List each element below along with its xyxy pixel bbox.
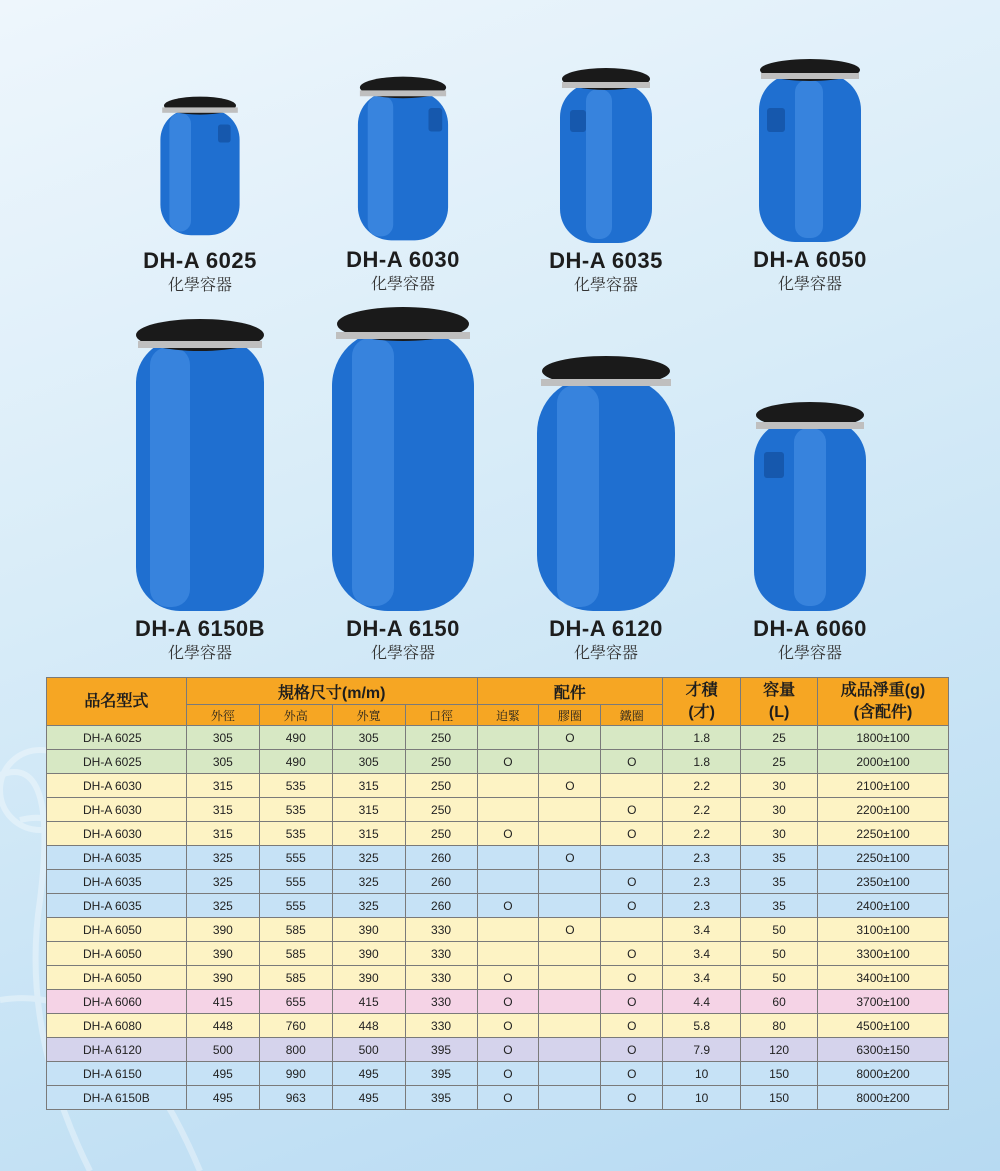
drum-image	[533, 355, 679, 613]
cell-outer-diameter: 500	[186, 1038, 259, 1062]
cell-outer-height: 555	[259, 846, 332, 870]
cell-outer-width: 305	[332, 726, 405, 750]
product-card	[90, 317, 310, 663]
cell-outer-width: 305	[332, 750, 405, 774]
cell-gasket	[477, 942, 539, 966]
cell-outer-height: 760	[259, 1014, 332, 1038]
cell-gasket	[477, 870, 539, 894]
cell-rubber-ring	[539, 1062, 601, 1086]
header-gasket: 迫緊	[477, 705, 539, 726]
product-model: DH-A 6030	[346, 247, 460, 272]
cell-volume: 2.2	[663, 822, 741, 846]
cell-iron-ring	[601, 846, 663, 870]
cell-model: DH-A 6030	[47, 798, 187, 822]
cell-iron-ring: O	[601, 798, 663, 822]
cell-outer-width: 415	[332, 990, 405, 1014]
cell-mouth-diameter: 330	[405, 1014, 477, 1038]
header-weight	[818, 678, 949, 726]
drum-image	[354, 72, 452, 244]
table-row	[47, 1062, 949, 1086]
cell-outer-height: 555	[259, 870, 332, 894]
spec-table	[46, 677, 949, 1110]
cell-iron-ring: O	[601, 990, 663, 1014]
cell-model: DH-A 6050	[47, 966, 187, 990]
cell-mouth-diameter: 260	[405, 894, 477, 918]
cell-weight: 2100±100	[818, 774, 949, 798]
product-subtitle: 化學容器	[777, 643, 842, 662]
header-volume-line2: (才)	[688, 703, 715, 721]
cell-weight: 3400±100	[818, 966, 949, 990]
cell-rubber-ring	[539, 822, 601, 846]
cell-capacity: 35	[741, 870, 818, 894]
cell-outer-width: 325	[332, 846, 405, 870]
product-subtitle: 化學容器	[777, 274, 842, 293]
cell-model: DH-A 6030	[47, 774, 187, 798]
cell-weight: 3700±100	[818, 990, 949, 1014]
cell-outer-width: 448	[332, 1014, 405, 1038]
header-size-group: 規格尺寸(m/m)	[186, 678, 477, 705]
cell-outer-height: 535	[259, 774, 332, 798]
cell-rubber-ring: O	[539, 774, 601, 798]
cell-mouth-diameter: 260	[405, 846, 477, 870]
product-model: DH-A 6060	[753, 616, 867, 641]
cell-capacity: 150	[741, 1062, 818, 1086]
header-outer-diameter: 外徑	[186, 705, 259, 726]
product-subtitle: 化學容器	[370, 643, 435, 662]
cell-outer-width: 325	[332, 894, 405, 918]
product-card	[496, 355, 716, 663]
cell-outer-height: 535	[259, 822, 332, 846]
product-model: DH-A 6150B	[134, 616, 266, 641]
cell-outer-diameter: 415	[186, 990, 259, 1014]
table-row	[47, 870, 949, 894]
cell-mouth-diameter: 330	[405, 990, 477, 1014]
cell-gasket: O	[477, 750, 539, 774]
cell-weight: 2000±100	[818, 750, 949, 774]
cell-gasket	[477, 846, 539, 870]
cell-outer-diameter: 325	[186, 894, 259, 918]
cell-weight: 2250±100	[818, 822, 949, 846]
cell-outer-diameter: 495	[186, 1086, 259, 1110]
header-outer-width: 外寬	[332, 705, 405, 726]
cell-outer-height: 585	[259, 966, 332, 990]
cell-outer-height: 490	[259, 750, 332, 774]
cell-weight: 3100±100	[818, 918, 949, 942]
cell-outer-diameter: 315	[186, 798, 259, 822]
cell-weight: 8000±200	[818, 1086, 949, 1110]
cell-outer-height: 800	[259, 1038, 332, 1062]
cell-outer-width: 390	[332, 966, 405, 990]
table-row	[47, 942, 949, 966]
cell-volume: 2.3	[663, 894, 741, 918]
cell-outer-height: 490	[259, 726, 332, 750]
cell-rubber-ring	[539, 942, 601, 966]
header-rubber-ring: 膠圈	[539, 705, 601, 726]
cell-rubber-ring: O	[539, 726, 601, 750]
cell-iron-ring: O	[601, 822, 663, 846]
cell-capacity: 150	[741, 1086, 818, 1110]
product-model: DH-A 6050	[753, 247, 867, 272]
cell-capacity: 120	[741, 1038, 818, 1062]
cell-weight: 1800±100	[818, 726, 949, 750]
cell-capacity: 80	[741, 1014, 818, 1038]
cell-rubber-ring	[539, 1086, 601, 1110]
cell-model: DH-A 6025	[47, 750, 187, 774]
cell-gasket: O	[477, 1062, 539, 1086]
cell-mouth-diameter: 330	[405, 942, 477, 966]
cell-mouth-diameter: 395	[405, 1038, 477, 1062]
cell-weight: 3300±100	[818, 942, 949, 966]
cell-gasket: O	[477, 822, 539, 846]
cell-model: DH-A 6150B	[47, 1086, 187, 1110]
header-outer-height: 外高	[259, 705, 332, 726]
cell-outer-height: 535	[259, 798, 332, 822]
cell-mouth-diameter: 330	[405, 918, 477, 942]
product-subtitle: 化學容器	[167, 275, 232, 294]
cell-gasket: O	[477, 1014, 539, 1038]
cell-outer-width: 390	[332, 942, 405, 966]
cell-volume: 4.4	[663, 990, 741, 1014]
cell-volume: 3.4	[663, 942, 741, 966]
drum-image	[556, 65, 656, 245]
cell-outer-width: 495	[332, 1062, 405, 1086]
cell-weight: 2200±100	[818, 798, 949, 822]
cell-model: DH-A 6150	[47, 1062, 187, 1086]
table-row	[47, 846, 949, 870]
cell-weight: 4500±100	[818, 1014, 949, 1038]
product-subtitle: 化學容器	[167, 643, 232, 662]
cell-iron-ring	[601, 726, 663, 750]
cell-rubber-ring	[539, 750, 601, 774]
cell-gasket	[477, 798, 539, 822]
product-subtitle: 化學容器	[573, 275, 638, 294]
table-row	[47, 990, 949, 1014]
drum-image	[328, 306, 478, 613]
cell-weight: 8000±200	[818, 1062, 949, 1086]
drum-image	[155, 85, 245, 245]
cell-iron-ring: O	[601, 870, 663, 894]
product-card	[293, 72, 513, 294]
cell-gasket	[477, 918, 539, 942]
cell-outer-height: 555	[259, 894, 332, 918]
product-subtitle: 化學容器	[573, 643, 638, 662]
cell-iron-ring: O	[601, 1086, 663, 1110]
table-body	[47, 726, 949, 1110]
cell-model: DH-A 6035	[47, 870, 187, 894]
cell-volume: 1.8	[663, 750, 741, 774]
drum-image	[130, 317, 270, 613]
cell-mouth-diameter: 260	[405, 870, 477, 894]
product-card	[293, 306, 513, 663]
cell-iron-ring	[601, 774, 663, 798]
cell-mouth-diameter: 250	[405, 726, 477, 750]
header-capacity-line2: (L)	[768, 703, 790, 721]
cell-iron-ring: O	[601, 750, 663, 774]
cell-volume: 3.4	[663, 918, 741, 942]
cell-volume: 2.2	[663, 774, 741, 798]
cell-outer-width: 315	[332, 774, 405, 798]
cell-mouth-diameter: 395	[405, 1062, 477, 1086]
cell-iron-ring: O	[601, 942, 663, 966]
cell-rubber-ring	[539, 1014, 601, 1038]
cell-volume: 3.4	[663, 966, 741, 990]
header-parts-group: 配件	[477, 678, 663, 705]
table-row	[47, 918, 949, 942]
cell-rubber-ring	[539, 1038, 601, 1062]
cell-model: DH-A 6025	[47, 726, 187, 750]
cell-volume: 1.8	[663, 726, 741, 750]
cell-outer-diameter: 325	[186, 870, 259, 894]
cell-outer-diameter: 325	[186, 846, 259, 870]
cell-outer-diameter: 315	[186, 774, 259, 798]
table-row	[47, 1014, 949, 1038]
cell-capacity: 35	[741, 846, 818, 870]
product-model: DH-A 6025	[143, 248, 257, 273]
cell-outer-diameter: 390	[186, 966, 259, 990]
cell-capacity: 25	[741, 750, 818, 774]
cell-outer-height: 585	[259, 942, 332, 966]
header-capacity	[741, 678, 818, 726]
cell-model: DH-A 6080	[47, 1014, 187, 1038]
cell-outer-diameter: 495	[186, 1062, 259, 1086]
table-row	[47, 774, 949, 798]
cell-outer-width: 325	[332, 870, 405, 894]
cell-model: DH-A 6030	[47, 822, 187, 846]
cell-outer-width: 315	[332, 798, 405, 822]
cell-volume: 2.2	[663, 798, 741, 822]
cell-volume: 2.3	[663, 846, 741, 870]
cell-capacity: 30	[741, 774, 818, 798]
header-volume-line1: 才積	[685, 681, 718, 699]
cell-weight: 2350±100	[818, 870, 949, 894]
cell-volume: 10	[663, 1086, 741, 1110]
cell-volume: 5.8	[663, 1014, 741, 1038]
cell-volume: 7.9	[663, 1038, 741, 1062]
header-iron-ring: 鐵圈	[601, 705, 663, 726]
cell-capacity: 30	[741, 822, 818, 846]
product-subtitle: 化學容器	[370, 274, 435, 293]
table-row	[47, 1038, 949, 1062]
table-row	[47, 894, 949, 918]
cell-volume: 2.3	[663, 870, 741, 894]
cell-iron-ring: O	[601, 894, 663, 918]
header-weight-line2: (含配件)	[853, 703, 913, 721]
product-card	[700, 400, 920, 663]
cell-rubber-ring	[539, 990, 601, 1014]
product-model: DH-A 6120	[549, 616, 663, 641]
product-card	[700, 56, 920, 294]
table-row	[47, 822, 949, 846]
header-weight-line1: 成品淨重(g)	[840, 681, 926, 699]
cell-outer-height: 963	[259, 1086, 332, 1110]
cell-outer-diameter: 305	[186, 750, 259, 774]
cell-iron-ring: O	[601, 1038, 663, 1062]
cell-model: DH-A 6050	[47, 918, 187, 942]
cell-gasket: O	[477, 1038, 539, 1062]
drum-image	[755, 56, 865, 244]
product-model: DH-A 6035	[549, 248, 663, 273]
cell-mouth-diameter: 330	[405, 966, 477, 990]
cell-outer-diameter: 315	[186, 822, 259, 846]
cell-gasket: O	[477, 894, 539, 918]
cell-gasket	[477, 774, 539, 798]
table-row	[47, 726, 949, 750]
cell-outer-diameter: 390	[186, 918, 259, 942]
cell-mouth-diameter: 250	[405, 822, 477, 846]
cell-outer-width: 315	[332, 822, 405, 846]
product-card	[496, 65, 716, 295]
cell-model: DH-A 6035	[47, 846, 187, 870]
cell-mouth-diameter: 250	[405, 798, 477, 822]
table-row	[47, 750, 949, 774]
cell-gasket: O	[477, 1086, 539, 1110]
header-mouth-diameter: 口徑	[405, 705, 477, 726]
cell-volume: 10	[663, 1062, 741, 1086]
product-model: DH-A 6150	[346, 616, 460, 641]
cell-rubber-ring: O	[539, 918, 601, 942]
cell-weight: 6300±150	[818, 1038, 949, 1062]
cell-model: DH-A 6050	[47, 942, 187, 966]
cell-outer-height: 990	[259, 1062, 332, 1086]
drum-image	[750, 400, 870, 613]
cell-rubber-ring	[539, 894, 601, 918]
cell-outer-diameter: 448	[186, 1014, 259, 1038]
cell-rubber-ring	[539, 870, 601, 894]
cell-rubber-ring	[539, 798, 601, 822]
cell-rubber-ring	[539, 966, 601, 990]
product-card	[90, 85, 310, 295]
cell-model: DH-A 6120	[47, 1038, 187, 1062]
cell-capacity: 50	[741, 918, 818, 942]
cell-model: DH-A 6035	[47, 894, 187, 918]
cell-outer-diameter: 305	[186, 726, 259, 750]
cell-rubber-ring: O	[539, 846, 601, 870]
cell-mouth-diameter: 395	[405, 1086, 477, 1110]
cell-iron-ring: O	[601, 1062, 663, 1086]
table-header-row	[47, 678, 949, 705]
cell-mouth-diameter: 250	[405, 750, 477, 774]
cell-capacity: 25	[741, 726, 818, 750]
table-row	[47, 1086, 949, 1110]
cell-outer-height: 655	[259, 990, 332, 1014]
table-row	[47, 798, 949, 822]
cell-capacity: 50	[741, 966, 818, 990]
cell-mouth-diameter: 250	[405, 774, 477, 798]
cell-outer-height: 585	[259, 918, 332, 942]
header-capacity-line1: 容量	[763, 681, 796, 699]
cell-capacity: 60	[741, 990, 818, 1014]
cell-outer-width: 390	[332, 918, 405, 942]
cell-outer-width: 500	[332, 1038, 405, 1062]
cell-iron-ring	[601, 918, 663, 942]
cell-capacity: 30	[741, 798, 818, 822]
cell-iron-ring: O	[601, 1014, 663, 1038]
cell-gasket: O	[477, 990, 539, 1014]
cell-capacity: 35	[741, 894, 818, 918]
cell-outer-width: 495	[332, 1086, 405, 1110]
cell-capacity: 50	[741, 942, 818, 966]
header-model: 品名型式	[47, 678, 187, 726]
cell-gasket	[477, 726, 539, 750]
cell-weight: 2250±100	[818, 846, 949, 870]
cell-gasket: O	[477, 966, 539, 990]
header-volume	[663, 678, 741, 726]
table-row	[47, 966, 949, 990]
cell-outer-diameter: 390	[186, 942, 259, 966]
cell-iron-ring: O	[601, 966, 663, 990]
cell-weight: 2400±100	[818, 894, 949, 918]
cell-model: DH-A 6060	[47, 990, 187, 1014]
